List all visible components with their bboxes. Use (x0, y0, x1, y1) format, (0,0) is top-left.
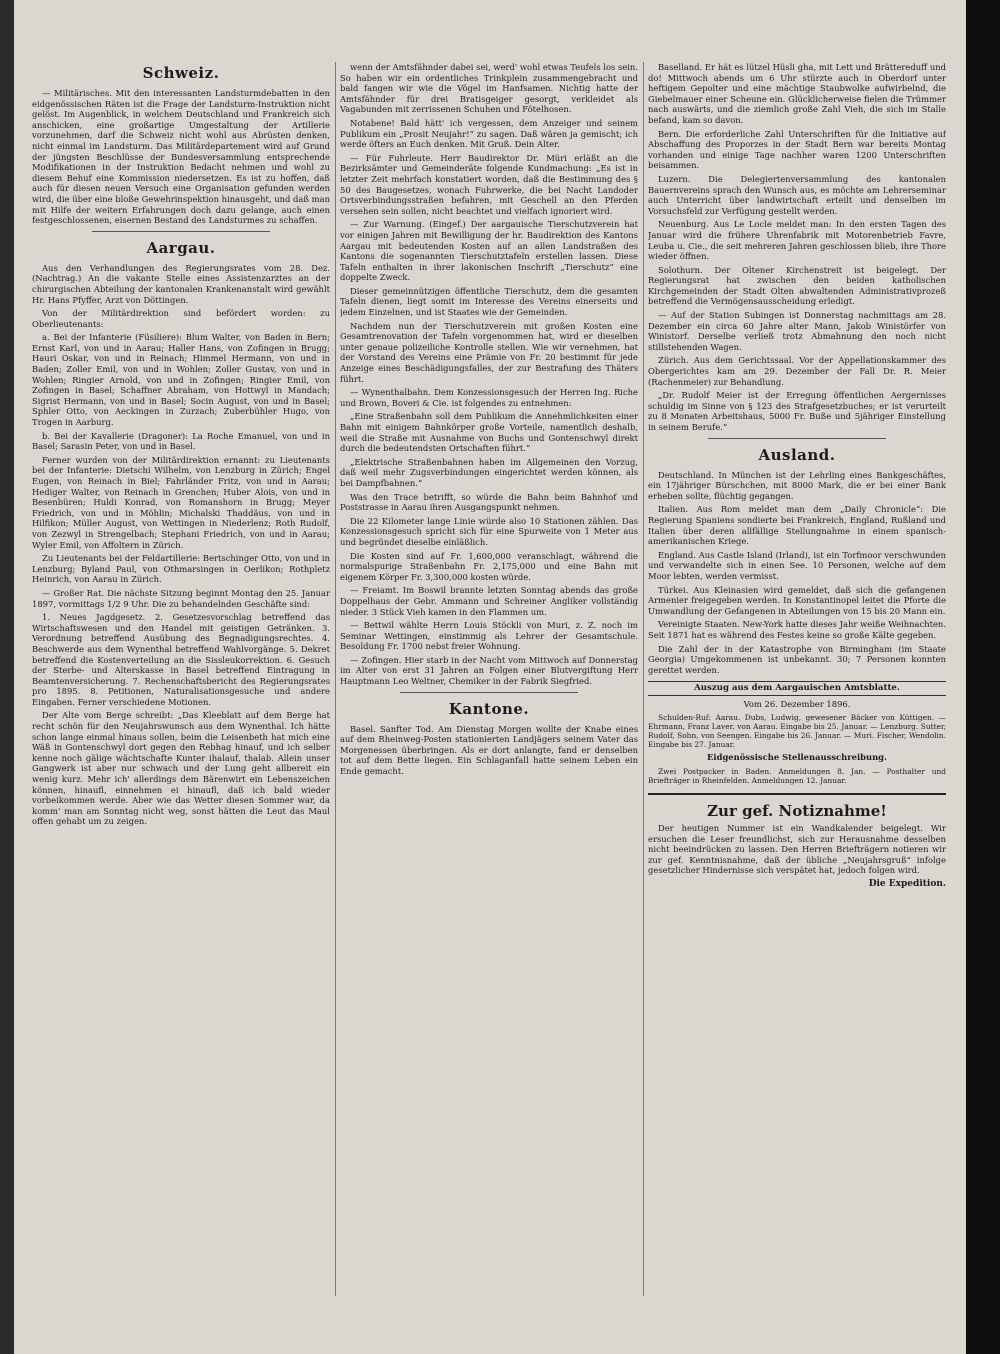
newspaper-page (14, 0, 966, 1354)
article: Dieser gemeinnützigen öffentliche Tierschutz, dem die gesamten Tafeln dienen, liegt somit im Interesse des Vereins einerseits und jedem Einzelnen, und ist Staates wie der Gemeinden. (340, 285, 638, 318)
article: — Zofingen. Hier starb in der Nacht vom Mittwoch auf Donnerstag im Alter von erst 31 Jahren an Folgen einer Blutvergiftung Herr Hauptmann Leo Weltner, Chemiker in der Fabrik Siegfried. (340, 654, 638, 687)
article: — Großer Rat. Die nächste Sitzung beginnt Montag den 25. Januar 1897, vormittags 1/2 9 Uhr. Die zu behandelnden Geschäfte sind: (32, 587, 330, 609)
article: Deutschland. In München ist der Lehrling eines Bankgeschäftes, ein 17jähriger Bürschchen, mit 8000 Mark, die er bei einer Bank erheben sollte, flüchtig gegangen. (648, 469, 946, 501)
article: Ferner wurden von der Militärdirektion ernannt: zu Lieutenants bei der Infanterie: Dietschi Wilhelm, von Lenzburg in Zürich; Engel Eugen, von Reinach in Biel; Fahrländer Fritz, von und in Aarau; Hediger Walter, von Reinach in Grenchen; Huber Alois, von und in Besenbüren; Huldi Konrad, von Romanshorn in Brugg; Meyer Friedrich, von und in Möhlin; Michalski Thaddäus, von und in Hilfikon; Müller August, von Wettingen in Niederlenz; Roth Rudolf, von Zezwyl in Strengelbach; Stephani Friedrich, von und in Aarau; Wyler Emil, von Affoltern in Zürich. (32, 454, 330, 550)
article: Luzern. Die Delegiertenversammlung des kantonalen Bauernvereins sprach den Wunsch aus, es möchte am Lehrerseminar auch Unterricht über landwirtschaft erteilt und denselben im Vorsuchsfeld zur Verfügung gestellt werden. (648, 173, 946, 216)
divider (92, 231, 270, 232)
article: Die 22 Kilometer lange Linie würde also 10 Stationen zählen. Das Konzessionsgesuch spricht sich für eine Spurweite von 1 Meter aus und begründet dieselbe einläßlich. (340, 515, 638, 547)
article: Aus den Verhandlungen des Regierungsrates vom 28. Dez. (Nachtrag.) An die vakante Stelle eines Assistenzarztes an der chirurgischen Abteilung der kantonalen Krankenanstalt wird gewählt Hr. Hans Pfyffer, Arzt von Döttingen. (32, 262, 330, 305)
article: Italien. Aus Rom meldet man dem „Daily Chronicle“: Die Regierung Spaniens sondierte bei Frankreich, England, Rußland und Italien über deren allfällige Stellungnahme in einem spanisch-amerikanischen Kriege. (648, 504, 946, 547)
notice-text: Der heutigen Nummer ist ein Wandkalender beigelegt. Wir ersuchen die Leser freundlichst, sich zur Herausnahme desselben nicht beeindrücken zu lassen. Den Herren Briefträgern notieren wir zur gef. Kenntnisnahme, daß der übliche „Neujahrsgruß“ infolge gesetzlicher Hindernisse sich verspätet hat, jedoch folgen wird. (648, 823, 946, 876)
stellen-text: Zwei Postpacker in Baden. Anmeldungen 8. Jan. — Posthalter und Briefträger in Rheinfelden. Anmeldungen 12. Januar. (648, 767, 946, 786)
article: Zürich. Aus dem Gerichtssaal. Vor der Appellationskammer des Obergerichtes kam am 29. Dezember der Fall Dr. R. Meier (Rachenmeier) zur Behandlung. (648, 355, 946, 387)
amtsblatt-text: Schulden-Ruf: Aarau. Dubs, Ludwig, gewesener Bäcker von Küttigen. — Ehrmann, Franz Laver, von Aarau. Eingabe bis 25. Januar. — Lenzburg. Sutter, Rudolf, Sohn, von Seengen. Eingabe bis 26. Januar. — Muri. Fischer, Wendolin. Eingabe bis 27. Januar. (648, 713, 946, 750)
column-rule (335, 62, 336, 1296)
article: Neuenburg. Aus Le Locle meldet man: In den ersten Tagen des Januar wird die frühere Uhrenfabrik mit Motorenbetrieb Favre, Leuba u. Cie., die seit mehreren Jahren geschlossen blieb, ihre Thore wieder öffnen. (648, 219, 946, 262)
section-heading-schweiz: Schweiz. (142, 64, 220, 82)
article: England. Aus Castle Island (Irland), ist ein Torfmoor verschwunden und verwandelte sich in einen See. 10 Personen, welche auf dem Moor lebten, werden vermisst. (648, 549, 946, 581)
article: Der Alte vom Berge schreibt: „Das Kleeblatt auf dem Berge hat recht schön für den Neujahrswunsch aus dem Wynenthal. Ich hätte schon lange einmal hinaus sollen, beim die Leisenbeth hat mich eine Wäß in Gontenschwyl dort gegen den Rebhag hinauf, und ich selber kenne noch gälige wächtschafte Kunter ihalauf, thalab. Allein unser Gangwerk ist aber nur schwach und der Lung geht allbereit ein wenig kurz. Mehr ich' allerdings dem Bärenwirt ein Lebenszeichen können, hinaufl, einnehmen ei hinaufl, daß ich bald wieder vorbeikommen werde. Aber wie das Wetter diesen Sommer war, da komm' man am Sonntag nicht weg, sonst hätten die Leut das Maul offen gehabt um zu zeigen. (32, 710, 330, 827)
article: — Für Fuhrleute. Herr Baudirektor Dr. Müri erläßt an die Bezirksämter und Gemeinderäte folgende Kundmachung: „Es ist in letzter Zeit mehrfach konstatiert worden, daß die Bestimmung des § 50 des Baugesetzes, wonach Fuhrwerke, die bei Nacht Landoder Ortsverbindungsstraßen befahren, mit Geschell an den Pferden versehen sein sollen, nicht beachtet und vielfach ignoriert wird. (340, 152, 638, 216)
article: Von der Militärdirektion sind befördert worden: zu Oberlieutenants: (32, 308, 330, 329)
article: wenn der Amtsfähnder dabei sei, werd' wohl etwas Teufels los sein. So haben wir ein ordentliches Trinkplein zusammengebracht und bald fangen wir wie die Vögel im Hanfsamen. Nichtig hatte der Amtsfähnder für drei Bratisgeiger gesorgt, verkleidet als Vagabunden mit zerrissenen Schuhen und Fötelhosen. (340, 62, 638, 115)
stellen-heading: Eidgenössische Stellenausschreibung. (707, 752, 887, 763)
article: Was den Trace betrifft, so würde die Bahn beim Bahnhof und Poststrasse in Aarau ihren Ausgangspunkt nehmen. (340, 491, 638, 513)
article: — Bettwil wählte Herrn Louis Stöckli von Muri, z. Z. noch im Seminar Wettingen, einstimmig als Lehrer der Gesamtschule. Besoldung Fr. 1700 nebst freier Wohnung. (340, 620, 638, 652)
scan-edge (966, 0, 1000, 1354)
article: — Freiamt. Im Boswil brannte letzten Sonntag abends das große Doppelhaus der Gebr. Ammann und Schreiner Angliker vollständig nieder. 3 Stück Vieh kamen in den Flammen um. (340, 585, 638, 617)
article: 1. Neues Jagdgesetz. 2. Gesetzesvorschlag betreffend das Wirtschaftswesen und den Handel mit geistigen Getränken. 3. Verordnung betreffend Ausübung des Begnadigungsrechtes. 4. Beschwerde aus dem Wynenthal betreffend Wahlvorgänge. 5. Dekret betreffend die Kostenverteilung an die Sissleukorrektion. 6. Gesuch der Sterbe- und Alterskasse in Basel betreffend Eintragung in Beamtenversicherung. 7. Rechenschaftsbericht des Regierungsrates pro 1895. 8. Petitionen, Naturalisationsgesuche und andere Eingaben. Ferner verschiedene Motionen. (32, 612, 330, 707)
article: Zu Lieutenants bei der Feldartillerie: Bertschinger Otto, von und in Lenzburg; Byland Paul, von Othmarsingen in Oerlikon; Rothpletz Heinrich, von Aarau in Zürich. (32, 553, 330, 585)
article: b. Bei der Kavallerie (Dragoner): La Roche Emanuel, von und in Basel; Sarasin Peter, von und in Basel. (32, 430, 330, 452)
article: — Zur Warnung. (Eingef.) Der aargauische Tierschutzverein hat vor einigen Jahren mit Bewilligung der hr. Baudirektion des Kantons Aargau mit bedeutenden Kosten auf an allen Landstraßen des Kantons die sogenannten Tierschutztafeln erstellen lassen. Diese Tafeln enthalten in ihrer lakonischen Inschrift „Tierschutz“ eine doppelte Zweck. (340, 219, 638, 283)
article: a. Bei der Infanterie (Füsiliere): Blum Walter, von Baden in Bern; Ernst Karl, von und in Aarau; Haller Hans, von Zofingen in Brugg; Hauri Oskar, von und in Reinach; Himmel Hermann, von und in Baden; Zoller Emil, von und in Wohlen; Zoller Gustav, von und in Wohlen; Ringier Arnold, von und in Zofingen; Ringier Emil, von Zofingen in Basel; Schaffner Abraham, von Hottwyl in Mandach; Sigrist Hermann, von und in Basel; Socin August, von und in Basel; Sphler Otto, von Aeckingen in Zurzach; Zuberbühler Hugo, von Trogen in Aarburg. (32, 332, 330, 428)
article: Bern. Die erforderliche Zahl Unterschriften für die Initiative auf Abschaffung des Proporzes in der Stadt Bern war bereits Montag vorhanden und einige Tage nachher waren 1200 Unterschriften beisammen. (648, 128, 946, 171)
article: Türkei. Aus Kleinasien wird gemeldet, daß sich die gefangenen Armenier freigegeben werden. In Konstantinopel leitet die Pforte die Umwandlung der Gefangenen in Abteilungen von 15 bis 20 Mann ein. (648, 584, 946, 616)
column-middle (340, 62, 638, 1294)
article: Die Zahl der in der Katastrophe von Birmingham (im Staate Georgia) Umgekommenen ist unbekannt. 30; 7 Personen konnten gerettet werden. (648, 643, 946, 675)
article: Die Kosten sind auf Fr. 1,600,000 veranschlagt, während die normalspurige Straßenbahn Fr. 2,175,000 und eine Bahn mit eigenem Körper Fr. 3,300,000 kosten würde. (340, 550, 638, 582)
section-heading-ausland: Ausland. (758, 445, 836, 464)
article: — Wynenthalbahn. Dem Konzessionsgesuch der Herren Ing. Riche und Brown, Boveri & Cie. ist folgendes zu entnehmen: (340, 387, 638, 408)
article: — Auf der Station Subingen ist Donnerstag nachmittags am 28. Dezember ein circa 60 Jahre alter Mann, Jakob Winistörfer von Winistorf. Derselbe verließ trotz Abmahnung den noch nicht stillstehenden Wagen. (648, 310, 946, 352)
article: „Eine Straßenbahn soll dem Publikum die Annehmlichkeiten einer Bahn mit einigem Bahnkörper große Vorteile, namentlich deshalb, weil die Straße mit Ausnahme von Buchs und Gontenschwyl direkt durch die bedeutendsten Ortschaften führt.“ (340, 411, 638, 454)
article: „Dr. Rudolf Meier ist der Erregung öffentlichen Aergernisses schuldig im Sinne von § 123 des Strafgesetzbuches; er ist verurteilt zu 8 Monaten Arbeitshaus, 5000 Fr. Buße und 5jähriger Einstellung in seinem Berufe.“ (648, 390, 946, 432)
divider (400, 692, 578, 693)
amtsblatt-date: Vom 26. Dezember 1896. (743, 698, 851, 709)
article: Baselland. Er hät es lützel Hüsli gha, mit Lett und Brättereduff und do! Mittwoch abends um 6 Uhr stürzte auch in Oberdorf unter heftigem Gepolter und eine mächtige Staubwolke aufwirbelnd, die Giebelmauer einer Scheune ein. Glücklicherweise fielen die Trümmer nach auswärts, und die ziemlich große Zahl Vieh, die sich im Stalle befand, kam so davon. (648, 62, 946, 125)
column-rule (643, 62, 644, 1296)
article: Basel. Sanfter Tod. Am Dienstag Morgen wollte der Knabe eines auf dem Rheinweg-Posten stationierten Landjägers seinem Vater das Morgenessen überbringen. Als er dort anlangte, fand er denselben tot auf dem Bette liegen. Ein Schlaganfall hatte seinem Leben ein Ende gemacht. (340, 723, 638, 777)
notice-signature: Die Expedition. (868, 879, 946, 890)
divider (708, 438, 886, 439)
section-heading-kantone: Kantone. (448, 699, 530, 718)
amtsblatt-heading: Auszug aus dem Aargauischen Amtsblatte. (648, 681, 946, 696)
article: Nachdem nun der Tierschutzverein mit großen Kosten eine Gesamtrenovation der Tafeln vorgenommen hat, wird er dieselben unter genaue polizeiliche Kontrolle stellen. Wie wir vernehmen, hat der Vorstand des Vereins eine Prämie von Fr. 20 bestimmt für jede Anzeige eines Beschädigungsfalles, der zur Bestrafung des Thäters führt. (340, 320, 638, 384)
article: Notabene! Bald hätt' ich vergessen, dem Anzeiger und seinem Publikum ein „Prosit Neujahr!“ zu sagen. Daß wären ja gemischt; ich werde öfters an Euch denken. Mit Gruß. Dein Alter. (340, 117, 638, 150)
notice-heading: Zur gef. Notiznahme! (648, 793, 946, 823)
column-left (32, 62, 330, 1294)
article: Vereinigte Staaten. New-York hatte dieses Jahr weiße Weihnachten. Seit 1871 hat es während des Festes keine so große Kälte gegeben. (648, 619, 946, 640)
section-heading-aargau: Aargau. (146, 238, 216, 257)
article: Solothurn. Der Oltener Kirchenstreit ist beigelegt. Der Regierungsrat hat zwischen den beiden katholischen Kirchgemeinden der Stadt Olten abwaltenden Administrativprozeß betreffend die Vermögensausscheidung erledigt. (648, 264, 946, 307)
column-right (648, 62, 946, 1294)
scan-gutter (0, 0, 14, 1354)
article: — Militärisches. Mit den interessanten Landsturmdebatten in den eidgenössischen Räten ist die Frage der Landsturm-Instruktion nicht gelöst. Im Augenblick, in welchem Deutschland und Frankreich sich anschicken, eine großartige Umgestaltung der Artillerie vorzunehmen, darf die Schweiz nicht wohl aus Abrüsten denken, nicht einmal im Landsturm. Das Militärdepartement wird auf Grund der jüngsten Beschlüsse der Bundesversammlung entsprechende Modifikationen in der Instruktion Bedacht nehmen und wohl zu diesem Behuf eine Kommission niedersetzen. Es ist zu hoffen, daß auch für diesen neuen Versuch eine Organisation gefunden werden wird, die über eine bloße Gewehrinspektion hinausgeht, und daß man mit Hilfe der weitern Erfahrungen doch dazu gelange, auch einen festgeschlossenen, eisernen Bestand des Landsturmes zu schaffen. (32, 88, 330, 226)
article: „Elektrische Straßenbahnen haben im Allgemeinen den Vorzug, daß weil mehr Zugsverbindungen eingerichtet werden können, als bei Dampfbahnen.“ (340, 456, 638, 488)
